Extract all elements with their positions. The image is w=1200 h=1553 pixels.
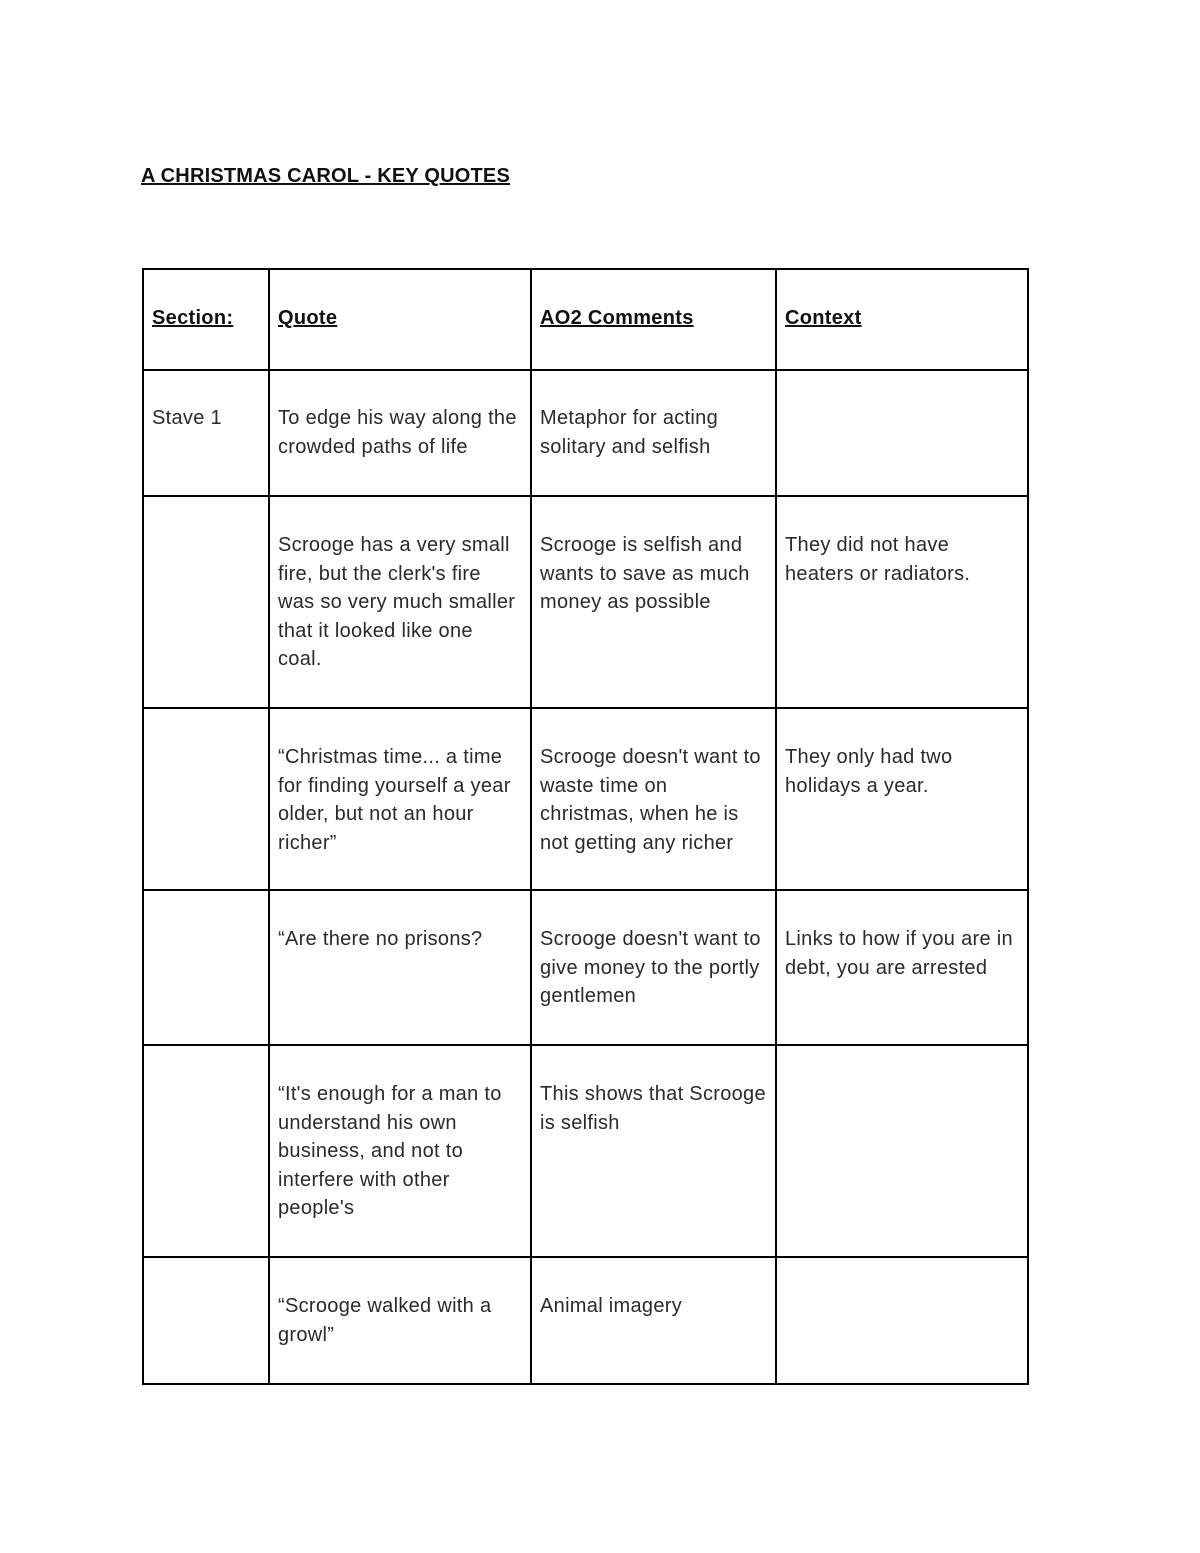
quote-cell: Scrooge has a very small fire, but the clerk's fire was so very much smaller that it looked like one coal. xyxy=(269,496,531,708)
section-cell xyxy=(143,496,269,708)
context-cell xyxy=(776,1045,1028,1257)
table-row xyxy=(143,1045,1028,1257)
section-cell: Stave 1 xyxy=(143,370,269,496)
quote-cell: “It's enough for a man to understand his own business, and not to interfere with other people's xyxy=(269,1045,531,1257)
section-cell xyxy=(143,708,269,890)
ao2-comment-cell: Scrooge doesn't want to waste time on christmas, when he is not getting any richer xyxy=(531,708,776,890)
context-cell: They only had two holidays a year. xyxy=(776,708,1028,890)
ao2-comment-cell: Animal imagery xyxy=(531,1257,776,1384)
quote-cell: “Christmas time... a time for finding yourself a year older, but not an hour richer” xyxy=(269,708,531,890)
table-row xyxy=(143,496,1028,708)
table-header-row xyxy=(143,269,1028,370)
context-cell: They did not have heaters or radiators. xyxy=(776,496,1028,708)
ao2-comment-cell: This shows that Scrooge is selfish xyxy=(531,1045,776,1257)
ao2-comment-cell: Scrooge doesn't want to give money to the portly gentlemen xyxy=(531,890,776,1045)
header-cell-context: Context xyxy=(776,269,1028,370)
ao2-comment-cell: Metaphor for acting solitary and selfish xyxy=(531,370,776,496)
context-cell xyxy=(776,1257,1028,1384)
table-row xyxy=(143,708,1028,890)
quote-cell: “Are there no prisons? xyxy=(269,890,531,1045)
section-cell xyxy=(143,1257,269,1384)
table-row xyxy=(143,1257,1028,1384)
quote-cell: “Scrooge walked with a growl” xyxy=(269,1257,531,1384)
header-cell-section: Section: xyxy=(143,269,269,370)
document-title: A CHRISTMAS CAROL - KEY QUOTES xyxy=(141,165,510,187)
ao2-comment-cell: Scrooge is selfish and wants to save as much money as possible xyxy=(531,496,776,708)
section-cell xyxy=(143,890,269,1045)
table-row xyxy=(143,370,1028,496)
quote-cell: To edge his way along the crowded paths of life xyxy=(269,370,531,496)
section-cell xyxy=(143,1045,269,1257)
header-cell-ao2-comments: AO2 Comments xyxy=(531,269,776,370)
header-cell-quote: Quote xyxy=(269,269,531,370)
key-quotes-table xyxy=(142,268,1029,1385)
table-row xyxy=(143,890,1028,1045)
context-cell xyxy=(776,370,1028,496)
context-cell: Links to how if you are in debt, you are arrested xyxy=(776,890,1028,1045)
